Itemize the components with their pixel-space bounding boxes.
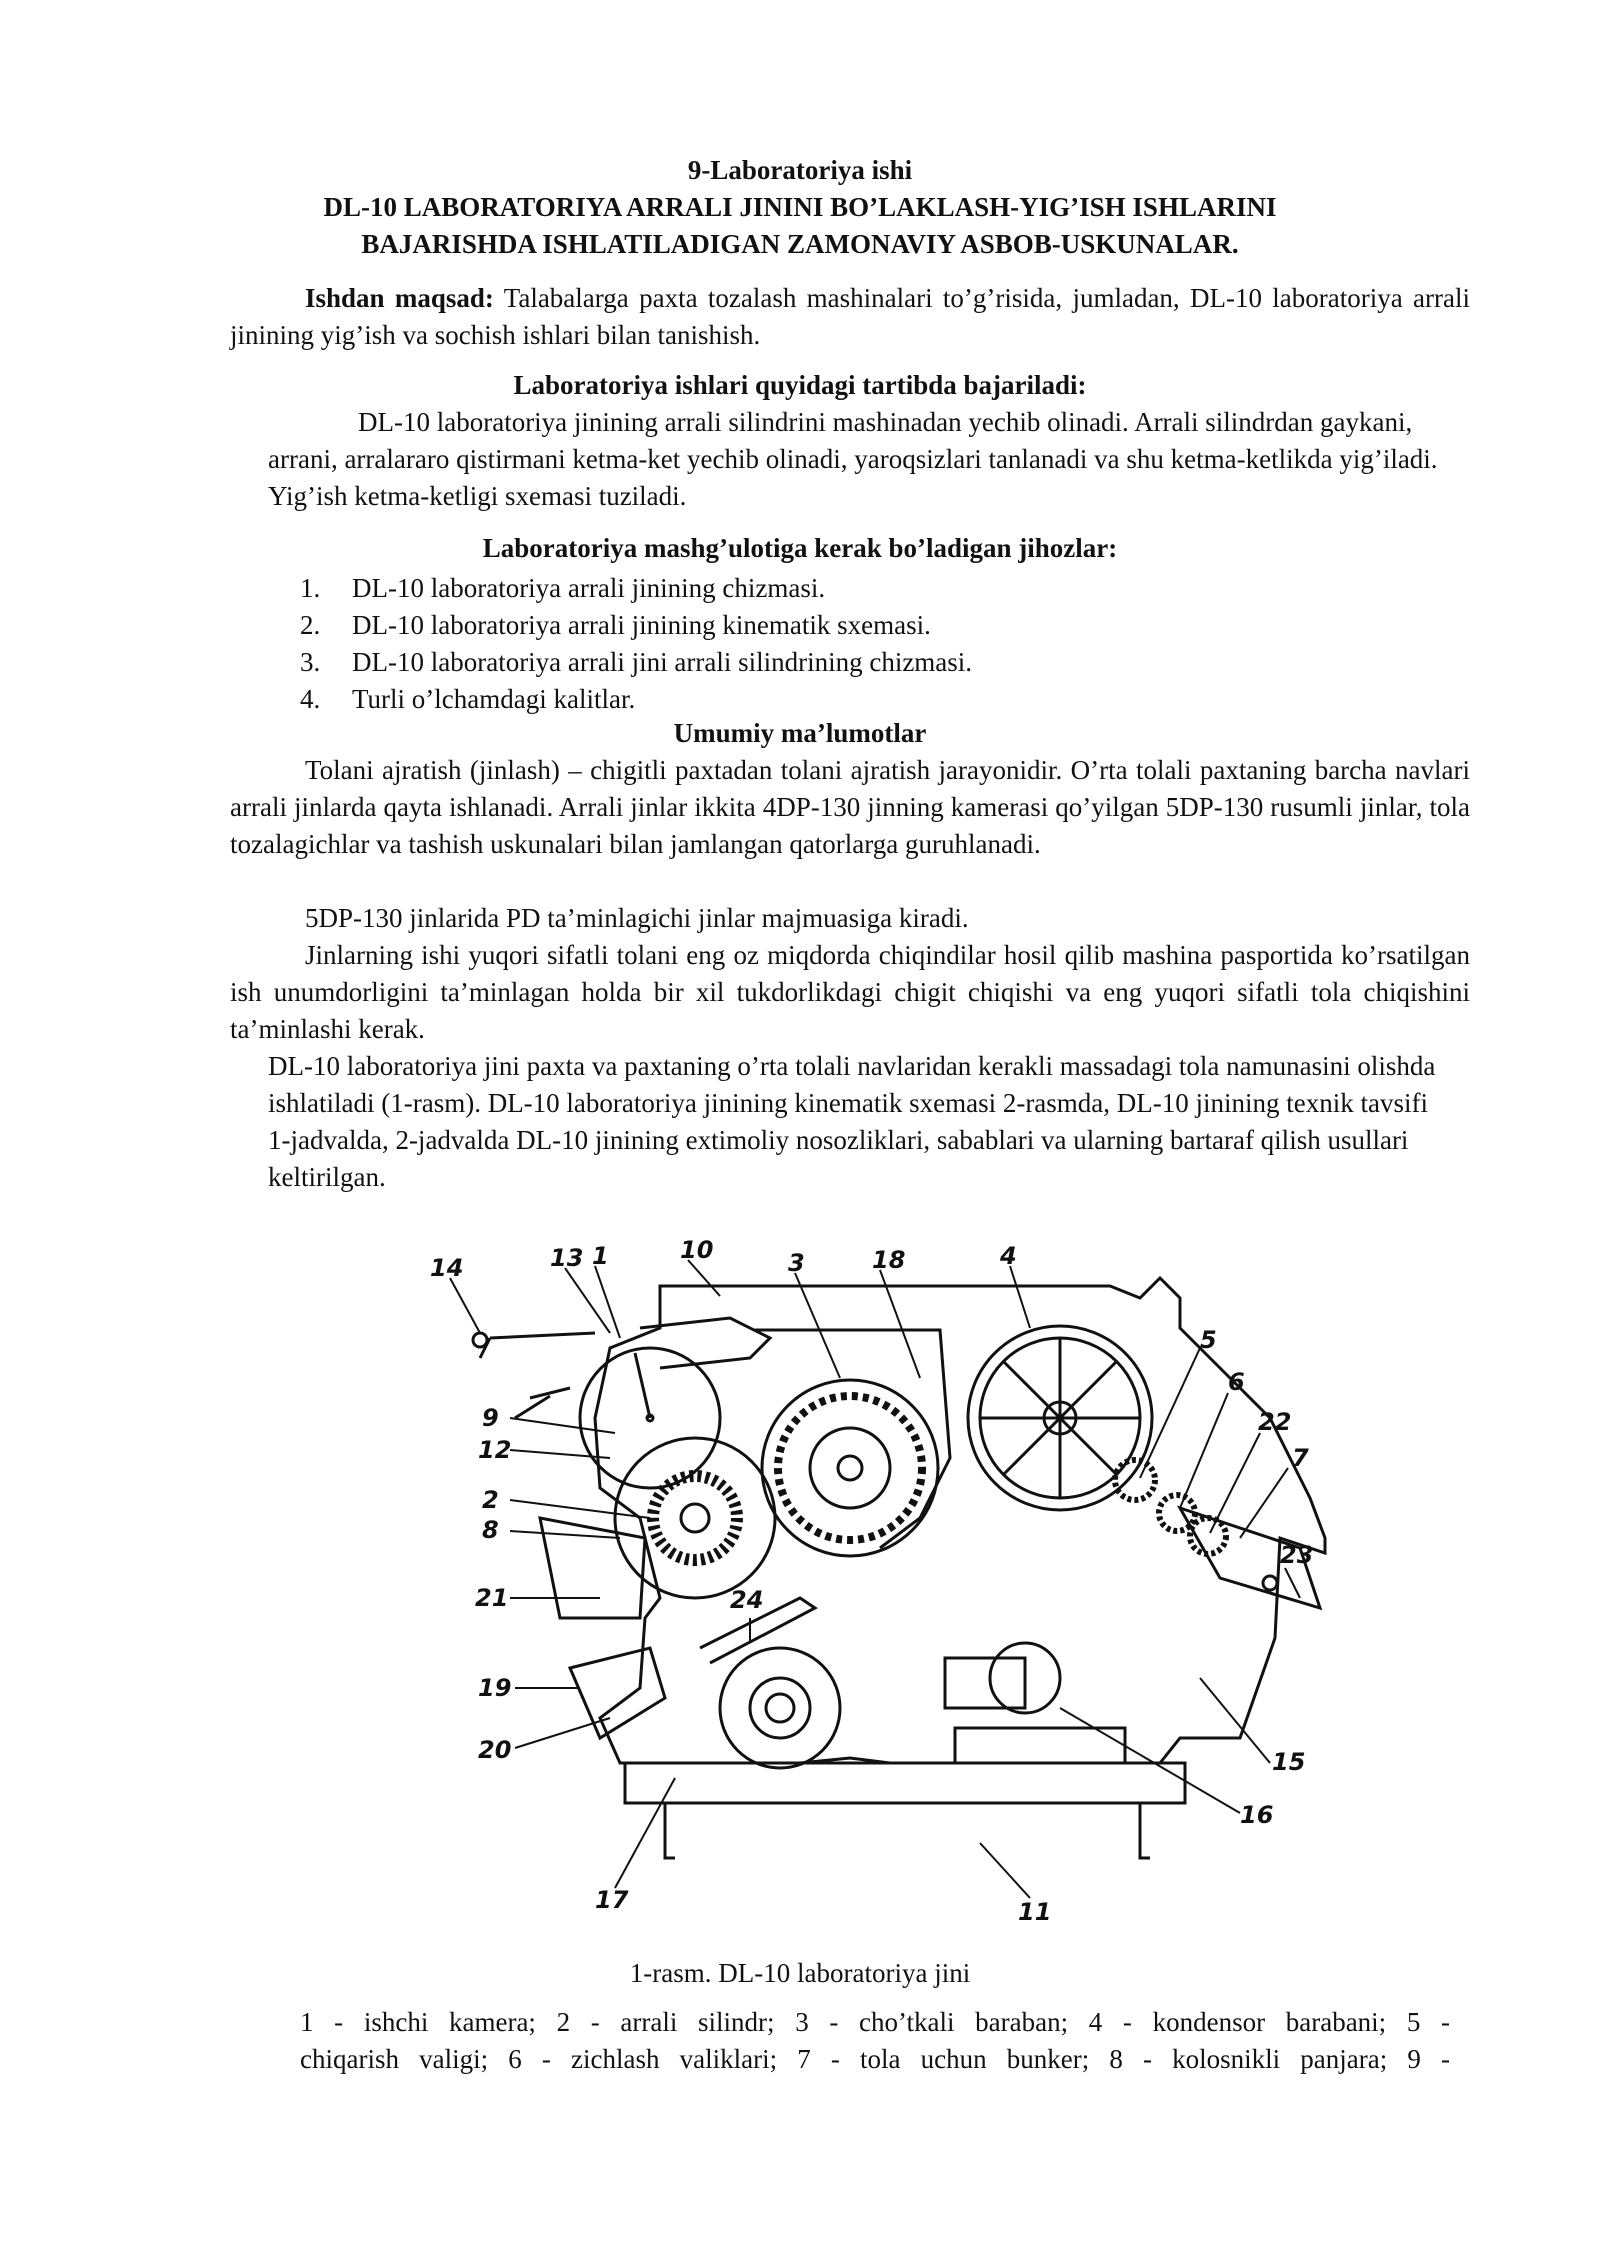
procedure-heading: Laboratoriya ishlari quyidagi tartibda bajariladi: — [513, 370, 1087, 400]
part-label: 24 — [730, 1586, 764, 1614]
general-paragraph-3: Jinlarning ishi yuqori sifatli tolani eng oz miqdorda chiqindilar hosil qilib mashina pasportida ko’rsatilgan ish unumdorligini ta’minlagan holda bir xil tukdorlikdagi chigit chiqishi va eng yuqori sifatli tola chiqishini ta’minlashi kerak. — [230, 940, 1470, 1044]
part-label: 18 — [872, 1246, 906, 1274]
list-item-text: DL-10 laboratoriya arrali jini arrali silindrining chizmasi. — [352, 647, 973, 677]
part-label: 9 — [482, 1404, 499, 1432]
part-label: 6 — [1228, 1368, 1245, 1396]
list-item-number: 1. — [300, 573, 321, 603]
part-label: 22 — [1258, 1408, 1292, 1436]
part-label: 23 — [1280, 1541, 1314, 1569]
list-item-number: 3. — [300, 647, 321, 677]
part-label: 20 — [478, 1736, 512, 1764]
figure-caption: 1-rasm. DL-10 laboratoriya jini — [629, 1958, 971, 1988]
part-label: 21 — [475, 1584, 509, 1612]
procedure-text: DL-10 laboratoriya jinining arrali silindrini mashinadan yechib olinadi. Arrali silindrdan gaykani, arrani, arralararo qistirmani ketma-ket yechib olinadi, yaroqsizlari tanlanadi va shu ketma-ketlikda yig’iladi. Yig’ish ketma-ketligi sxemasi tuziladi. — [268, 407, 1438, 511]
general-paragraph-1: Tolani ajratish (jinlash) – chigitli paxtadan tolani ajratish jarayonidir. O’rta tolali paxtaning barcha navlari arrali jinlarda qayta ishlanadi. Arrali jinlar ikkita 4DP-130 jinning kamerasi qo’yilgan 5DP-130 rusumli jinlar, tola tozalagichlar va tashish uskunalari bilan jamlangan qatorlarga guruhlanadi. — [230, 755, 1470, 859]
part-label: 8 — [482, 1516, 499, 1544]
equipment-heading: Laboratoriya mashg’ulotiga kerak bo’ladigan jihozlar: — [482, 533, 1118, 563]
general-paragraph-4: DL-10 laboratoriya jini paxta va paxtaning o’rta tolali navlaridan kerakli massadagi tola namunasini olishda ishlatiladi (1-rasm). DL-10 laboratoriya jinining kinematik sxemasi 2-rasmda, DL-10 jinining texnik tavsifi 1-jadvalda, 2-jadvalda DL-10 jinining extimoliy nosozliklari, sabablari va ularning bartaraf qilish usullari keltirilgan. — [268, 1051, 1436, 1192]
part-label: 13 — [550, 1244, 584, 1272]
dl10-gin-drawing — [420, 1218, 1340, 1938]
list-item — [300, 607, 972, 644]
goal-paragraph — [230, 280, 1470, 354]
title-line-2: BAJARISHDA ISHLATILADIGAN ZAMONAVIY ASBOB-USKUNALAR. — [361, 229, 1239, 259]
part-label: 11 — [1018, 1898, 1052, 1926]
figure-legend-line-1: 1 - ishchi kamera; 2 - arrali silindr; 3 - cho’tkali baraban; 4 - kondensor barabani; 5 - — [300, 2007, 1450, 2037]
part-label: 3 — [788, 1249, 805, 1277]
goal-text: Talabalarga paxta tozalash mashinalari to’g’risida, jumladan, DL-10 laboratoriya arrali jinining yig’ish va sochish ishlari bilan tanishish. — [230, 283, 1470, 350]
figure-legend-line-2: chiqarish valigi; 6 - zichlash valiklari; 7 - tola uchun bunker; 8 - kolosnikli panjara; 9 - — [300, 2044, 1450, 2074]
list-item — [300, 644, 972, 681]
list-item — [300, 681, 972, 718]
goal-label: Ishdan maqsad: — [305, 283, 494, 313]
title-line-1: DL-10 LABORATORIYA ARRALI JININI BO’LAKLASH-YIG’ISH ISHLARINI — [323, 192, 1277, 222]
list-item — [300, 570, 972, 607]
equipment-list — [300, 570, 972, 718]
list-item-number: 2. — [300, 610, 321, 640]
part-label: 7 — [1292, 1444, 1309, 1472]
list-item-text: DL-10 laboratoriya arrali jinining kinematik sxemasi. — [352, 610, 931, 640]
list-item-number: 4. — [300, 684, 321, 714]
part-label: 5 — [1200, 1326, 1217, 1354]
general-paragraph-2: 5DP-130 jinlarida PD ta’minlagichi jinlar majmuasiga kiradi. — [305, 903, 969, 933]
lab-number: 9-Laboratoriya ishi — [687, 155, 913, 185]
general-heading: Umumiy ma’lumotlar — [673, 718, 927, 748]
list-item-text: DL-10 laboratoriya arrali jinining chizmasi. — [352, 573, 826, 603]
part-label: 15 — [1272, 1748, 1306, 1776]
list-item-text: Turli o’lchamdagi kalitlar. — [352, 684, 636, 714]
part-label: 10 — [680, 1236, 714, 1264]
part-label: 14 — [430, 1254, 464, 1282]
part-label: 12 — [478, 1436, 512, 1464]
part-label: 2 — [482, 1486, 499, 1514]
part-label: 16 — [1240, 1801, 1274, 1829]
part-label: 4 — [1000, 1242, 1017, 1270]
part-label: 1 — [592, 1242, 609, 1270]
part-label: 19 — [478, 1674, 512, 1702]
part-label: 17 — [595, 1886, 629, 1914]
